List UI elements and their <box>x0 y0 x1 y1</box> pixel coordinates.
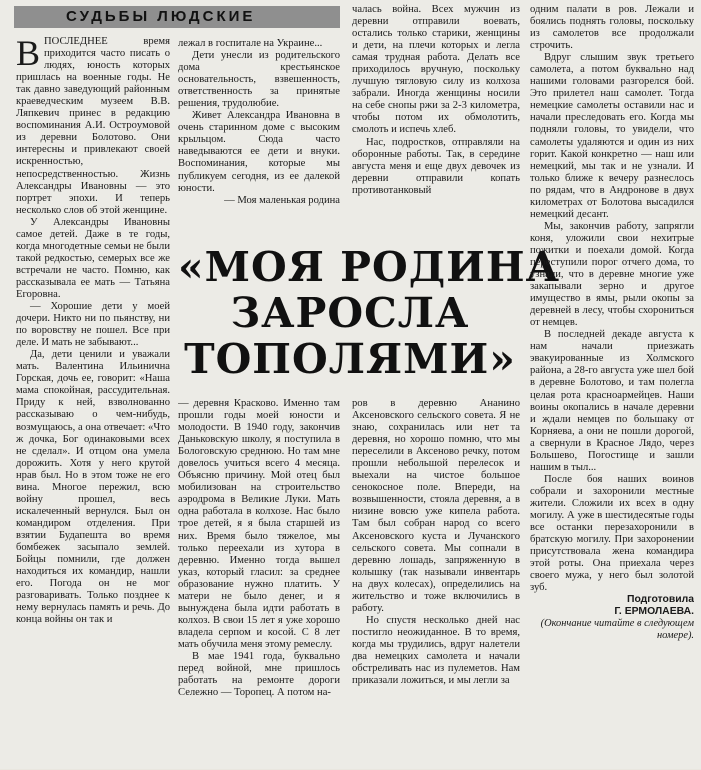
paragraph: Да, дети ценили и уважали мать. Валентина Ильинична Горская, дочь ее, говорит: «Наша мама спокойная, рассудительная. Приду к ней, взволнованно рассказываю о чем-нибудь, возмущаюсь, а она отвечает: «Что ж дочка, Бог одинаковыми всех не сделал». И отцом она умела дорожить. Хотя у него крутой нрав был. Но в этом тоже не его вина. Многое пережил, всю войну прошел, весь искалеченный вернулся. Был он командиром отделения. При взятии Будапешта во время бомбежек засыпало землей. Бойцы помнили, где должен находиться их командир, нашли его. Погода он не мог разговаривать. Только позднее к нему вернулась память и речь. До конца войны он так и <box>16 349 170 626</box>
article-column-2-top <box>178 38 340 238</box>
author-credit-label: Подготовила <box>626 594 694 606</box>
paragraph: Вдруг слышим звук третьего самолета, а потом буквально над нашими головами разгорелся бой. Это прилетел наш самолет. Тогда немецкие самолеты оставили нас и начали преследовать его. Когда мы подняли головы, то увидели, что самолеты удаляются и один из них горит. Какой конкретно — наш или немецкий, мы так и не узнали. И только ближе к вечеру разнеслось по рядам, что в Андронове в двух километрах от Болотова высадился немецкий десант. <box>530 52 694 220</box>
article-column-3-bottom <box>352 398 520 766</box>
paragraph: — деревня Красково. Именно там прошли годы моей юности и молодости. В 1940 году, закончив Даньковскую школу, я поступила в Бологовскую среднюю. Но там мне довелось учиться всего 4 месяца. Объясню причину. Мой отец был мобилизован на строительство аэродрома в Великие Луки. Мать одна работала в колхозе. Нас было трое детей, я я была старшей из них. Время было тяжелое, мы только переехали из хутора в деревню. Именно тогда вышел указ, который гласил: за среднее образование нужно платить. У матери не было денег, и я вынуждена была идти работать в колхоз. В свои 15 лет я уже хорошо владела серпом и косой. С 8 лет мать обучила меня этому ремеслу. <box>178 398 340 650</box>
article-column-3-top <box>352 4 520 238</box>
paragraph: Дети унесли из родительского дома крестьянское основательность, взвешенность, ответственность за принятые решения, трудолюбие. <box>178 50 340 110</box>
author-name: Г. ЕРМОЛАЕВА. <box>614 606 694 618</box>
article-column-1 <box>16 36 170 764</box>
paragraph: Живет Александра Ивановна в очень старинном доме с высоким крыльцом. Сюда часто наведываются ее дети и внуки. Воспоминания, которые мы публикуем сегодня, из ее далекой юности. <box>178 110 340 194</box>
paragraph: После боя наших воинов собрали и захоронили местные жители. Сложили их всех в одну могилу. А уже в шестидесятые годы все останки перезахоронили в братскую могилу. При захоронении присутствовала жена командира этой роты. Она приехала через своего мужа, у него был золотой зуб. <box>530 473 694 594</box>
paragraph: Но спустя несколько дней нас постигло неожиданное. В то время, когда мы трудились, вдруг налетели два немецких самолета и начали обстреливать нас из пулеметов. Нам приказали ложиться, и мы легли за <box>352 614 520 687</box>
paragraph: У Александры Ивановны самое детей. Даже в те годы, когда многодетные семьи не были такой редкостью, семерых все же встречали не часто. Помню, как рассказывала ее мать — Татьяна Егоровна. <box>16 216 170 300</box>
paragraph: — Хорошие дети у моей дочери. Никто ни по пьянству, ни по воровству не пошел. Все при деле. И мать не забывают... <box>16 301 170 349</box>
paragraph: В последней декаде августа к нам начали приезжать эвакуированные из Холмского района, а 28-го августа уже шел бой в деревне Болотово, и там полегла целая рота красноармейцев. Наши воины окопались в начале деревни и ждали немцев по большаку от Корняева, а они не пошли дорогой, а свернули в Красное Лядо, через Большево, Погостище и зашли нашим в тыл... <box>530 329 694 473</box>
paragraph: Мы, закончив работу, запрягли коня, уложили свои нехитрые пожитки и поехали домой. Когда переступили порог отчего дома, то узнали, что в деревне многие уже закапывали зерно и другое имущество в ямы, рыли окопы за деревней в лесу, чтобы схорониться от немцев. <box>530 220 694 329</box>
paragraph: одним палати в ров. Лежали и боялись поднять головы, поскольку из самолетов все продолжали строчить. <box>530 4 694 52</box>
article-column-4 <box>530 4 694 770</box>
headline-line-2: ЗАРОСЛА <box>230 289 470 337</box>
paragraph: лежал в госпитале на Украине... <box>178 38 323 49</box>
paragraph: В мае 1941 года, буквально перед войной, мне пришлось работать на ремонте дороги Сележно — Торопец. А потом на- <box>178 650 340 699</box>
headline-line-1: «МОЯ РОДИНА <box>178 243 561 291</box>
paragraph: Нас, подростков, отправляли на оборонные работы. Так, в середине августа меня и еще двух девочек из деревни отправили копать противотанковый <box>352 136 520 196</box>
headline-line-3: ТОПОЛЯМИ» <box>184 335 516 383</box>
intro-paragraph: ВПОСЛЕДНЕЕ время приходится часто писать о людях, юность которых пришлась на военные годы. Не так давно заведующий районным краеведческим музеем В.В. Ляпкевич принес в редакцию воспоминания А.И. Острoумовой из деревни Болотово. Они интересны и привлекают своей искренностью, непосредственностью. Жизнь Александры Ивановны — это портрет эпохи. И теперь несколько слов об этой женщине. <box>16 36 170 216</box>
article-column-2-bottom <box>178 398 340 766</box>
section-rubric: СУДЬБЫ ЛЮДСКИЕ <box>14 6 340 28</box>
continuation-note: (Окончание читайте в следующем номере). <box>540 618 694 642</box>
drop-cap: В <box>16 36 41 73</box>
article-headline <box>178 243 561 394</box>
paragraph: ров в деревню Ананино Аксеновского сельского совета. Я не знаю, сохранилась или нет та деревня, но хорошо помню, что мы переселили в Аксеново речку, потом прошли небольшой перелесок и выехали на чистое большое сенокосное поле. Впереди, на возвышенности, стояла деревня, а в низине вовсю уже кипела работа. Там был собран народ со всего Аксеновского куста и Лучанского сельского совета. Мы сопнали в деревню лошадь, запряженную в колышку (так называли инвентарь на двух колесах), определились на жительство и тоже включились в работу. <box>352 398 520 614</box>
paragraph: — Моя маленькая родина <box>224 194 340 206</box>
paragraph: чалась война. Всех мужчин из деревни отправили воевать, остались только старики, женщины и дети, на плечи которых и легла самая трудная работа. Делать все приходилось вручную, поскольку лучшую тягловую силу из колхоза забрали. Иногда женщины носили на себе снопы ржи за 2-3 километра, чтобы потом их обмолотить, смолоть и испечь хлеб. <box>352 4 520 136</box>
